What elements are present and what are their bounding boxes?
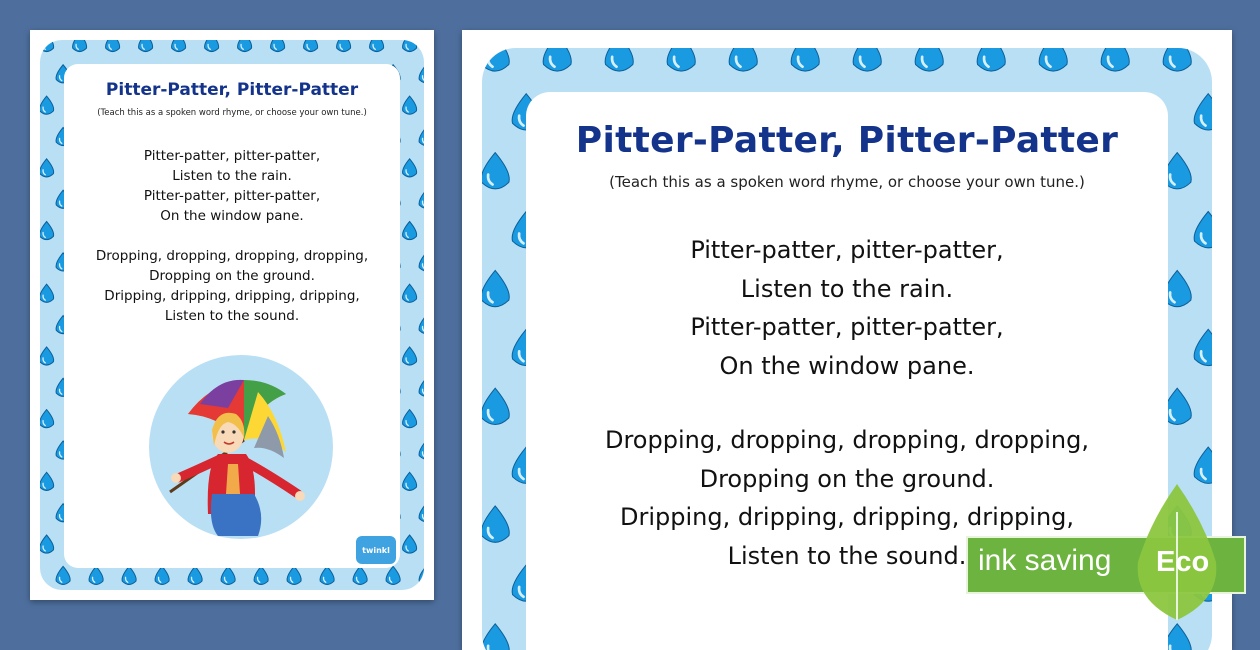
poem-line: Pitter-patter, pitter-patter,: [143, 188, 321, 204]
raindrop-icon: [482, 153, 509, 189]
raindrop-icon: [40, 410, 54, 428]
raindrop-icon: [1194, 329, 1212, 365]
raindrop-icon: [353, 566, 367, 584]
poem-line: On the window pane.: [719, 351, 975, 380]
poem-line: Listen to the rain.: [172, 168, 292, 184]
poem-line: Pitter-patter, pitter-patter,: [690, 313, 1004, 341]
raindrop-icon: [419, 504, 424, 522]
poem-title: Pitter-Patter, Pitter-Patter: [105, 80, 359, 100]
poem-line: Dropping, dropping, dropping, dropping,: [95, 248, 369, 264]
raindrop-icon: [403, 284, 417, 302]
raindrop-border: [40, 40, 424, 590]
raindrop-icon: [40, 222, 54, 240]
raindrop-icon: [106, 40, 120, 52]
raindrop-icon: [40, 347, 54, 365]
raindrop-icon: [482, 388, 509, 424]
raindrop-icon: [915, 48, 943, 71]
poem-subtitle: (Teach this as a spoken word rhyme, or choose your own tune.): [97, 108, 367, 118]
poem-title: Pitter-Patter, Pitter-Patter: [575, 120, 1119, 161]
raindrop-icon: [254, 566, 268, 584]
raindrop-icon: [403, 535, 417, 553]
raindrop-icon: [403, 96, 417, 114]
raindrop-icon: [386, 566, 400, 584]
poem-subtitle: (Teach this as a spoken word rhyme, or choose your own tune.): [609, 173, 1085, 191]
raindrop-icon: [419, 65, 424, 83]
stanza-1: [526, 231, 1168, 385]
twinkl-logo: twinkl: [356, 536, 396, 564]
poem-line: Pitter-patter, pitter-patter,: [690, 236, 1004, 264]
raindrop-icon: [419, 378, 424, 396]
raindrop-icon: [56, 566, 70, 584]
raindrop-icon: [304, 40, 318, 52]
poem-panel: [64, 64, 400, 568]
raindrop-icon: [40, 40, 54, 52]
raindrop-icon: [1039, 48, 1067, 71]
poem-line: On the window pane.: [160, 208, 304, 224]
raindrop-icon: [337, 40, 351, 52]
poem-line: Dripping, dripping, dripping, dripping,: [619, 503, 1075, 531]
raindrop-icon: [40, 96, 54, 114]
raindrop-icon: [419, 316, 424, 334]
raindrop-icon: [419, 253, 424, 271]
raindrop-icon: [1101, 48, 1129, 71]
raindrop-icon: [205, 40, 219, 52]
raindrop-icon: [419, 566, 424, 584]
raindrop-icon: [238, 40, 252, 52]
raindrop-icon: [605, 48, 633, 71]
raindrop-icon: [172, 40, 186, 52]
raindrop-icon: [89, 566, 103, 584]
raindrop-icon: [419, 190, 424, 208]
raindrop-icon: [1194, 212, 1212, 248]
raindrop-icon: [977, 48, 1005, 71]
raindrop-icon: [1163, 48, 1191, 71]
raindrop-icon: [667, 48, 695, 71]
raindrop-icon: [370, 40, 384, 52]
raindrop-icon: [221, 566, 235, 584]
poem-line: Dropping, dropping, dropping, dropping,: [604, 426, 1089, 454]
raindrop-icon: [40, 159, 54, 177]
raindrop-icon: [188, 566, 202, 584]
poem-line: Dripping, dripping, dripping, dripping,: [104, 288, 360, 304]
raindrop-icon: [271, 40, 285, 52]
poem-line: Listen to the rain.: [740, 274, 954, 303]
poster-thumbnail[interactable]: [30, 30, 434, 600]
raindrop-icon: [1194, 447, 1212, 483]
raindrop-icon: [403, 472, 417, 490]
poem-line: Pitter-patter, pitter-patter,: [143, 148, 321, 164]
raindrop-icon: [73, 40, 87, 52]
raindrop-icon: [403, 222, 417, 240]
raindrop-icon: [853, 48, 881, 71]
poem-line: Dropping on the ground.: [699, 464, 995, 493]
raindrop-icon: [791, 48, 819, 71]
raindrop-icon: [403, 40, 417, 52]
raindrop-icon: [40, 535, 54, 553]
raindrop-icon: [155, 566, 169, 584]
poem-line: Listen to the sound.: [164, 308, 300, 324]
raindrop-icon: [729, 48, 757, 71]
raindrop-icon: [40, 472, 54, 490]
raindrop-icon: [482, 506, 509, 542]
raindrop-icon: [320, 566, 334, 584]
raindrop-icon: [403, 347, 417, 365]
poem-line: Listen to the sound.: [727, 541, 967, 570]
raindrop-icon: [482, 48, 509, 71]
stanza-1: [64, 146, 400, 226]
girl-with-umbrella-illustration: [148, 354, 334, 540]
raindrop-icon: [40, 284, 54, 302]
raindrop-icon: [543, 48, 571, 71]
raindrop-icon: [403, 410, 417, 428]
raindrop-icon: [287, 566, 301, 584]
poem-line: Dropping on the ground.: [149, 268, 315, 284]
raindrop-icon: [1194, 94, 1212, 130]
raindrop-icon: [139, 40, 153, 52]
raindrop-icon: [482, 624, 509, 650]
eco-ink-saving-badge[interactable]: [966, 530, 1246, 594]
raindrop-icon: [482, 270, 509, 306]
eco-label: Eco: [1156, 546, 1210, 578]
raindrop-icon: [419, 127, 424, 145]
ink-saving-text: ink saving: [978, 544, 1112, 577]
raindrop-icon: [122, 566, 136, 584]
stanza-2: [64, 246, 400, 326]
raindrop-icon: [419, 441, 424, 459]
raindrop-icon: [403, 159, 417, 177]
